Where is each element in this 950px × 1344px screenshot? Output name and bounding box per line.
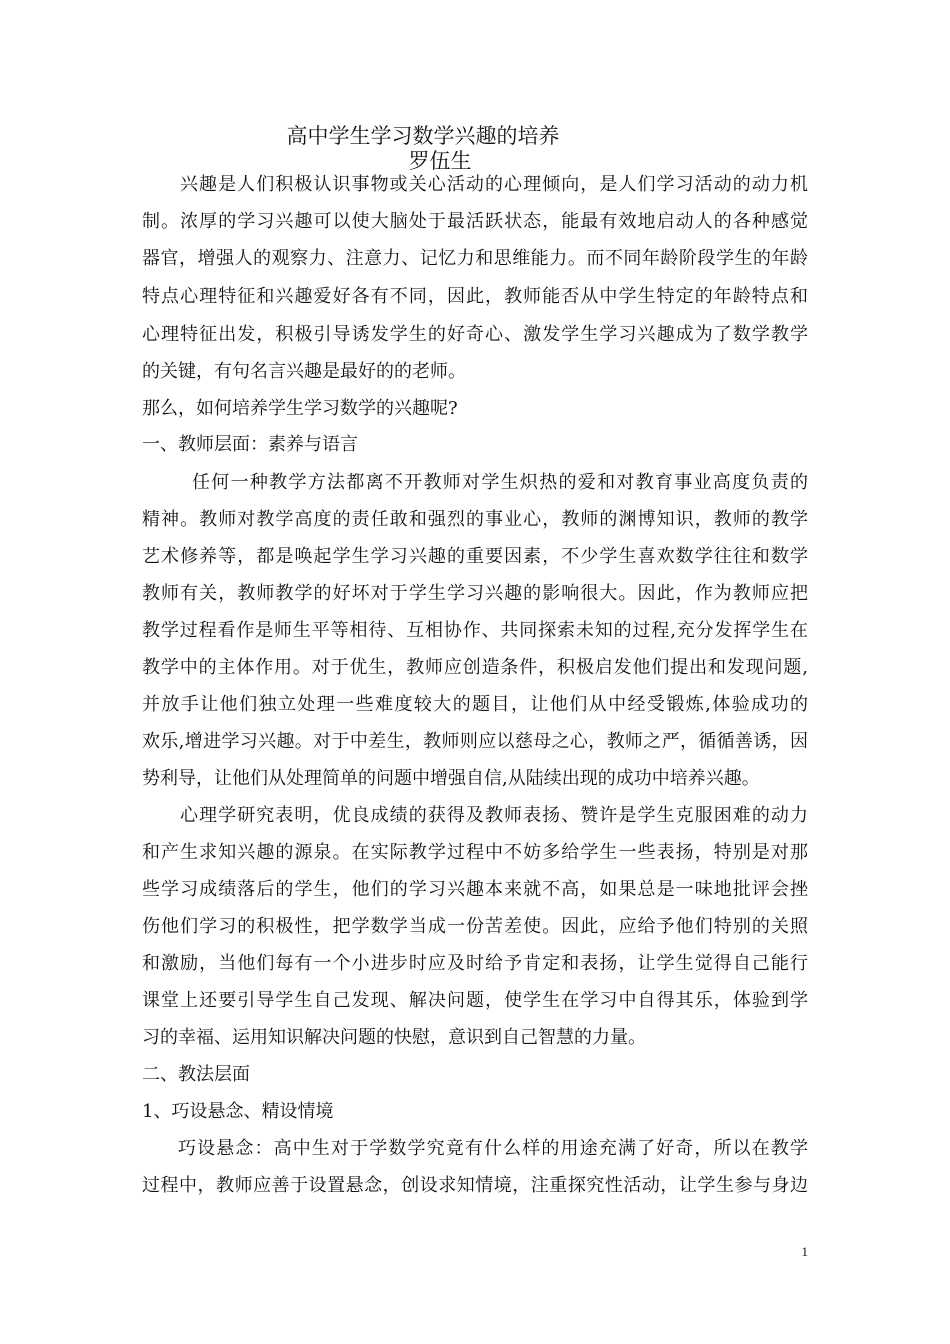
text-line: 器官，增强人的观察力、注意力、记忆力和思维能力。而不同年龄阶段学生的年龄 bbox=[142, 248, 808, 269]
text-line: 心理特征出发，积极引导诱发学生的好奇心、激发学生学习兴趣成为了数学教学 bbox=[142, 324, 808, 345]
text-line: 特点心理特征和兴趣爱好各有不同，因此，教师能否从中学生特定的年龄特点和 bbox=[142, 286, 808, 307]
text-line: 伤他们学习的积极性，把学数学当成一份苦差使。因此，应给予他们特别的关照 bbox=[142, 916, 808, 937]
text-line: 过程中，教师应善于设置悬念，创设求知情境，注重探究性活动，让学生参与身边 bbox=[142, 1175, 808, 1196]
text-line: 巧设悬念：高中生对于学数学究竟有什么样的用途充满了好奇，所以在教学 bbox=[178, 1138, 808, 1159]
text-line: 欢乐,增进学习兴趣。对于中差生，教师则应以慈母之心，教师之严，循循善诱，因 bbox=[142, 731, 808, 752]
text-line: 并放手让他们独立处理一些难度较大的题目，让他们从中经受锻炼,体验成功的 bbox=[142, 694, 808, 715]
section-heading: 一、教师层面：素养与语言 bbox=[142, 434, 358, 455]
text-line: 习的幸福、运用知识解决问题的快慰，意识到自己智慧的力量。 bbox=[142, 1027, 646, 1048]
text-line: 心理学研究表明，优良成绩的获得及教师表扬、赞许是学生克服困难的动力 bbox=[180, 805, 808, 826]
text-line: 和产生求知兴趣的源泉。在实际教学过程中不妨多给学生一些表扬，特别是对那 bbox=[142, 842, 808, 863]
author-name: 罗伍生 bbox=[408, 149, 472, 173]
text-line: 教学过程看作是师生平等相待、互相协作、共同探索未知的过程,充分发挥学生在 bbox=[142, 620, 808, 641]
section-heading: 二、教法层面 bbox=[142, 1064, 250, 1085]
text-line: 些学习成绩落后的学生，他们的学习兴趣本来就不高，如果总是一味地批评会挫 bbox=[142, 879, 808, 900]
text-line: 那么，如何培养学生学习数学的兴趣呢? bbox=[142, 398, 458, 419]
text-line: 教师有关，教师教学的好坏对于学生学习兴趣的影响很大。因此，作为教师应把 bbox=[142, 583, 808, 604]
text-line: 任何一种教学方法都离不开教师对学生炽热的爱和对教育事业高度负责的 bbox=[192, 472, 808, 493]
document-title: 高中学生学习数学兴趣的培养 bbox=[286, 124, 560, 148]
text-line: 精神。教师对教学高度的责任敢和强烈的事业心，教师的渊博知识，教师的教学 bbox=[142, 509, 808, 530]
text-line: 制。浓厚的学习兴趣可以使大脑处于最活跃状态，能最有效地启动人的各种感觉 bbox=[142, 211, 808, 232]
page-number: 1 bbox=[801, 1244, 808, 1259]
subsection-heading: 1、巧设悬念、精设情境 bbox=[142, 1101, 334, 1122]
text-line: 课堂上还要引导学生自己发现、解决问题，使学生在学习中自得其乐，体验到学 bbox=[142, 990, 808, 1011]
text-line: 教学中的主体作用。对于优生，教师应创造条件，积极启发他们提出和发现问题, bbox=[142, 657, 808, 678]
text-line: 的关键，有句名言兴趣是最好的的老师。 bbox=[142, 361, 466, 382]
text-line: 和激励，当他们每有一个小进步时应及时给予肯定和表扬，让学生觉得自己能行 bbox=[142, 953, 808, 974]
text-line: 兴趣是人们积极认识事物或关心活动的心理倾向，是人们学习活动的动力机 bbox=[180, 174, 808, 195]
text-line: 势利导，让他们从处理简单的问题中增强自信,从陆续出现的成功中培养兴趣。 bbox=[142, 768, 760, 789]
text-line: 艺术修养等，都是唤起学生学习兴趣的重要因素，不少学生喜欢数学往往和数学 bbox=[142, 546, 808, 567]
